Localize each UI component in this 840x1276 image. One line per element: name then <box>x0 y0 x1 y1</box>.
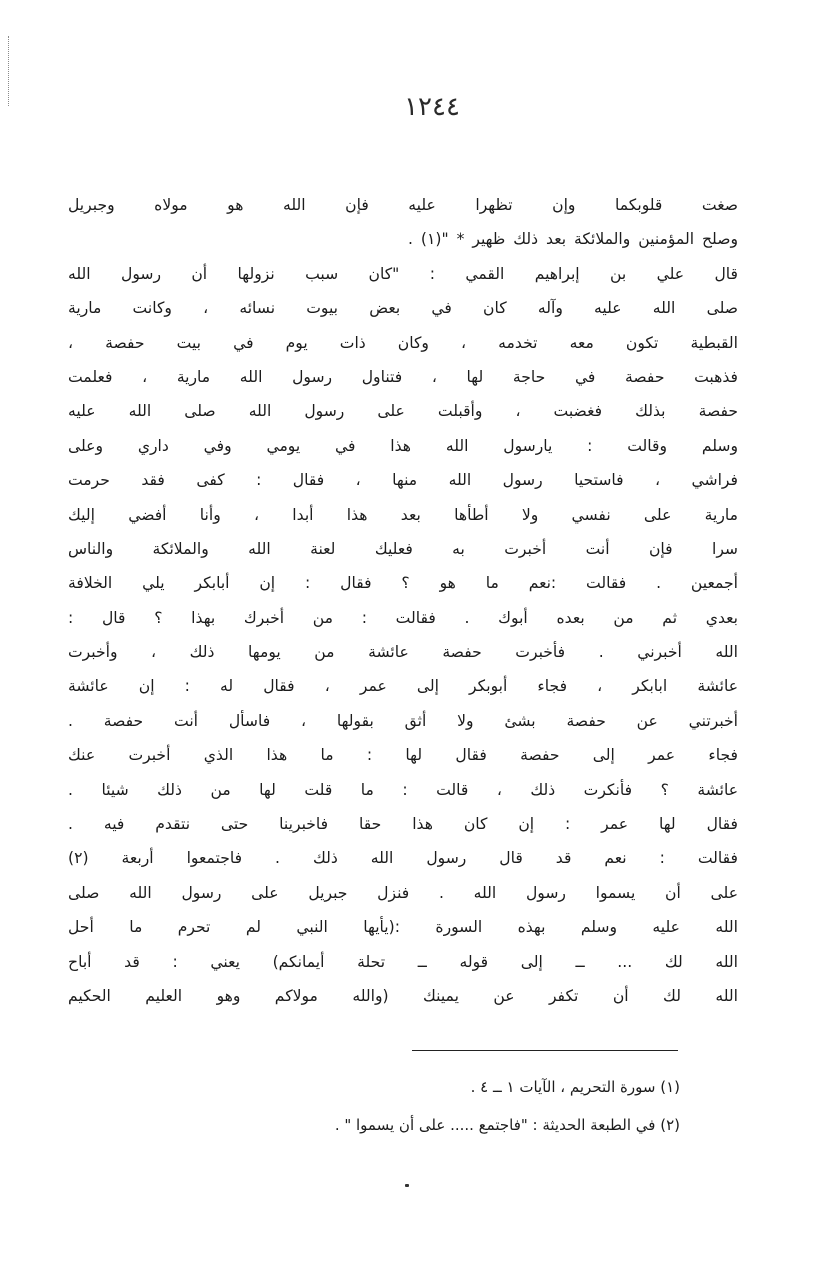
footnote: (٢) في الطبعة الحديثة : "فاجتمع ..... على أن يسموا " . <box>334 1116 680 1134</box>
text-line: بعدي ثم من بعده أبوك . فقالت : من أخبرك بهذا ؟ قال : <box>68 608 738 627</box>
text-line: فقالت : نعم قد قال رسول الله ذلك . فاجتمعوا أربعة (٢) <box>68 849 738 868</box>
text-line: وسلم وقالت : يارسول الله هذا في يومي وفي داري وعلى <box>68 436 738 455</box>
text-line: فقال لها عمر : إن كان هذا حقا فاخبرينا حتى نتقدم فيه . <box>68 815 738 834</box>
text-line: فذهبت حفصة في حاجة لها ، فتناول رسول الله مارية ، فعلمت <box>68 367 738 386</box>
text-line: فجاء عمر إلى حفصة فقال لها : ما هذا الذي أخبرت عنك <box>68 746 738 765</box>
text-line: قال علي بن إبراهيم القمي : "كان سبب نزولها أن رسول الله <box>68 264 738 283</box>
text-line: عائشة ابابكر ، فجاء أبوبكر إلى عمر ، فقال له : إن عائشة <box>68 677 738 696</box>
text-line: أخبرتني عن حفصة بشئ ولا أثق بقولها ، فاسأل أنت حفصة . <box>68 711 738 730</box>
page-number: ١٢٤٤ <box>404 92 460 122</box>
text-line: الله لك ... ــ إلى قوله ــ تحلة أيمانكم) يعني : قد أباح <box>68 952 738 971</box>
text-line: أجمعين . فقالت :نعم ما هو ؟ فقال : إن أبابكر يلي الخلافة <box>68 574 738 593</box>
text-line: الله عليه وسلم بهذه السورة :(يأيها النبي لم تحرم ما أحل <box>68 918 738 937</box>
footnotes <box>300 1068 680 1144</box>
text-line: صلى الله عليه وآله كان في بعض بيوت نسائه ، وكانت مارية <box>68 299 738 318</box>
text-line: الله لك أن تكفر عن يمينك (والله مولاكم وهو العليم الحكيم <box>68 986 738 1005</box>
text-line: عائشة ؟ فأنكرت ذلك ، قالت : ما قلت لها من ذلك شيئا . <box>68 780 738 799</box>
footnote: (١) سورة التحريم ، الآيات ١ ــ ٤ . <box>470 1078 680 1096</box>
page-dot <box>405 1184 409 1187</box>
text-line: فراشي ، فاستحيا رسول الله منها ، فقال : كفى فقد حرمت <box>68 471 738 490</box>
text-line: حفصة بذلك فغضبت ، وأقبلت على رسول الله صلى الله عليه <box>68 402 738 421</box>
margin-marks <box>8 36 13 106</box>
text-line: صغت قلوبكما وإن تظهرا عليه فإن الله هو مولاه وجبريل <box>68 196 738 214</box>
text-line: سرا فإن أنت أخبرت به فعليك لعنة الله والملائكة والناس <box>68 539 738 558</box>
body-text <box>68 188 738 1013</box>
footnote-separator <box>412 1050 678 1051</box>
text-line: على أن يسموا رسول الله . فنزل جبريل على رسول الله صلى <box>68 883 738 902</box>
text-line: القبطية تكون معه تخدمه ، وكان ذات يوم في بيت حفصة ، <box>68 333 738 352</box>
text-line: الله أخبرني . فأخبرت حفصة عائشة من يومها ذلك ، وأخبرت <box>68 643 738 662</box>
text-line: وصلح المؤمنين والملائكة بعد ذلك ظهير * "(١) . <box>408 230 738 249</box>
text-line: مارية على نفسي ولا أطأها بعد هذا أبدا ، وأنا أفضي إليك <box>68 505 738 524</box>
